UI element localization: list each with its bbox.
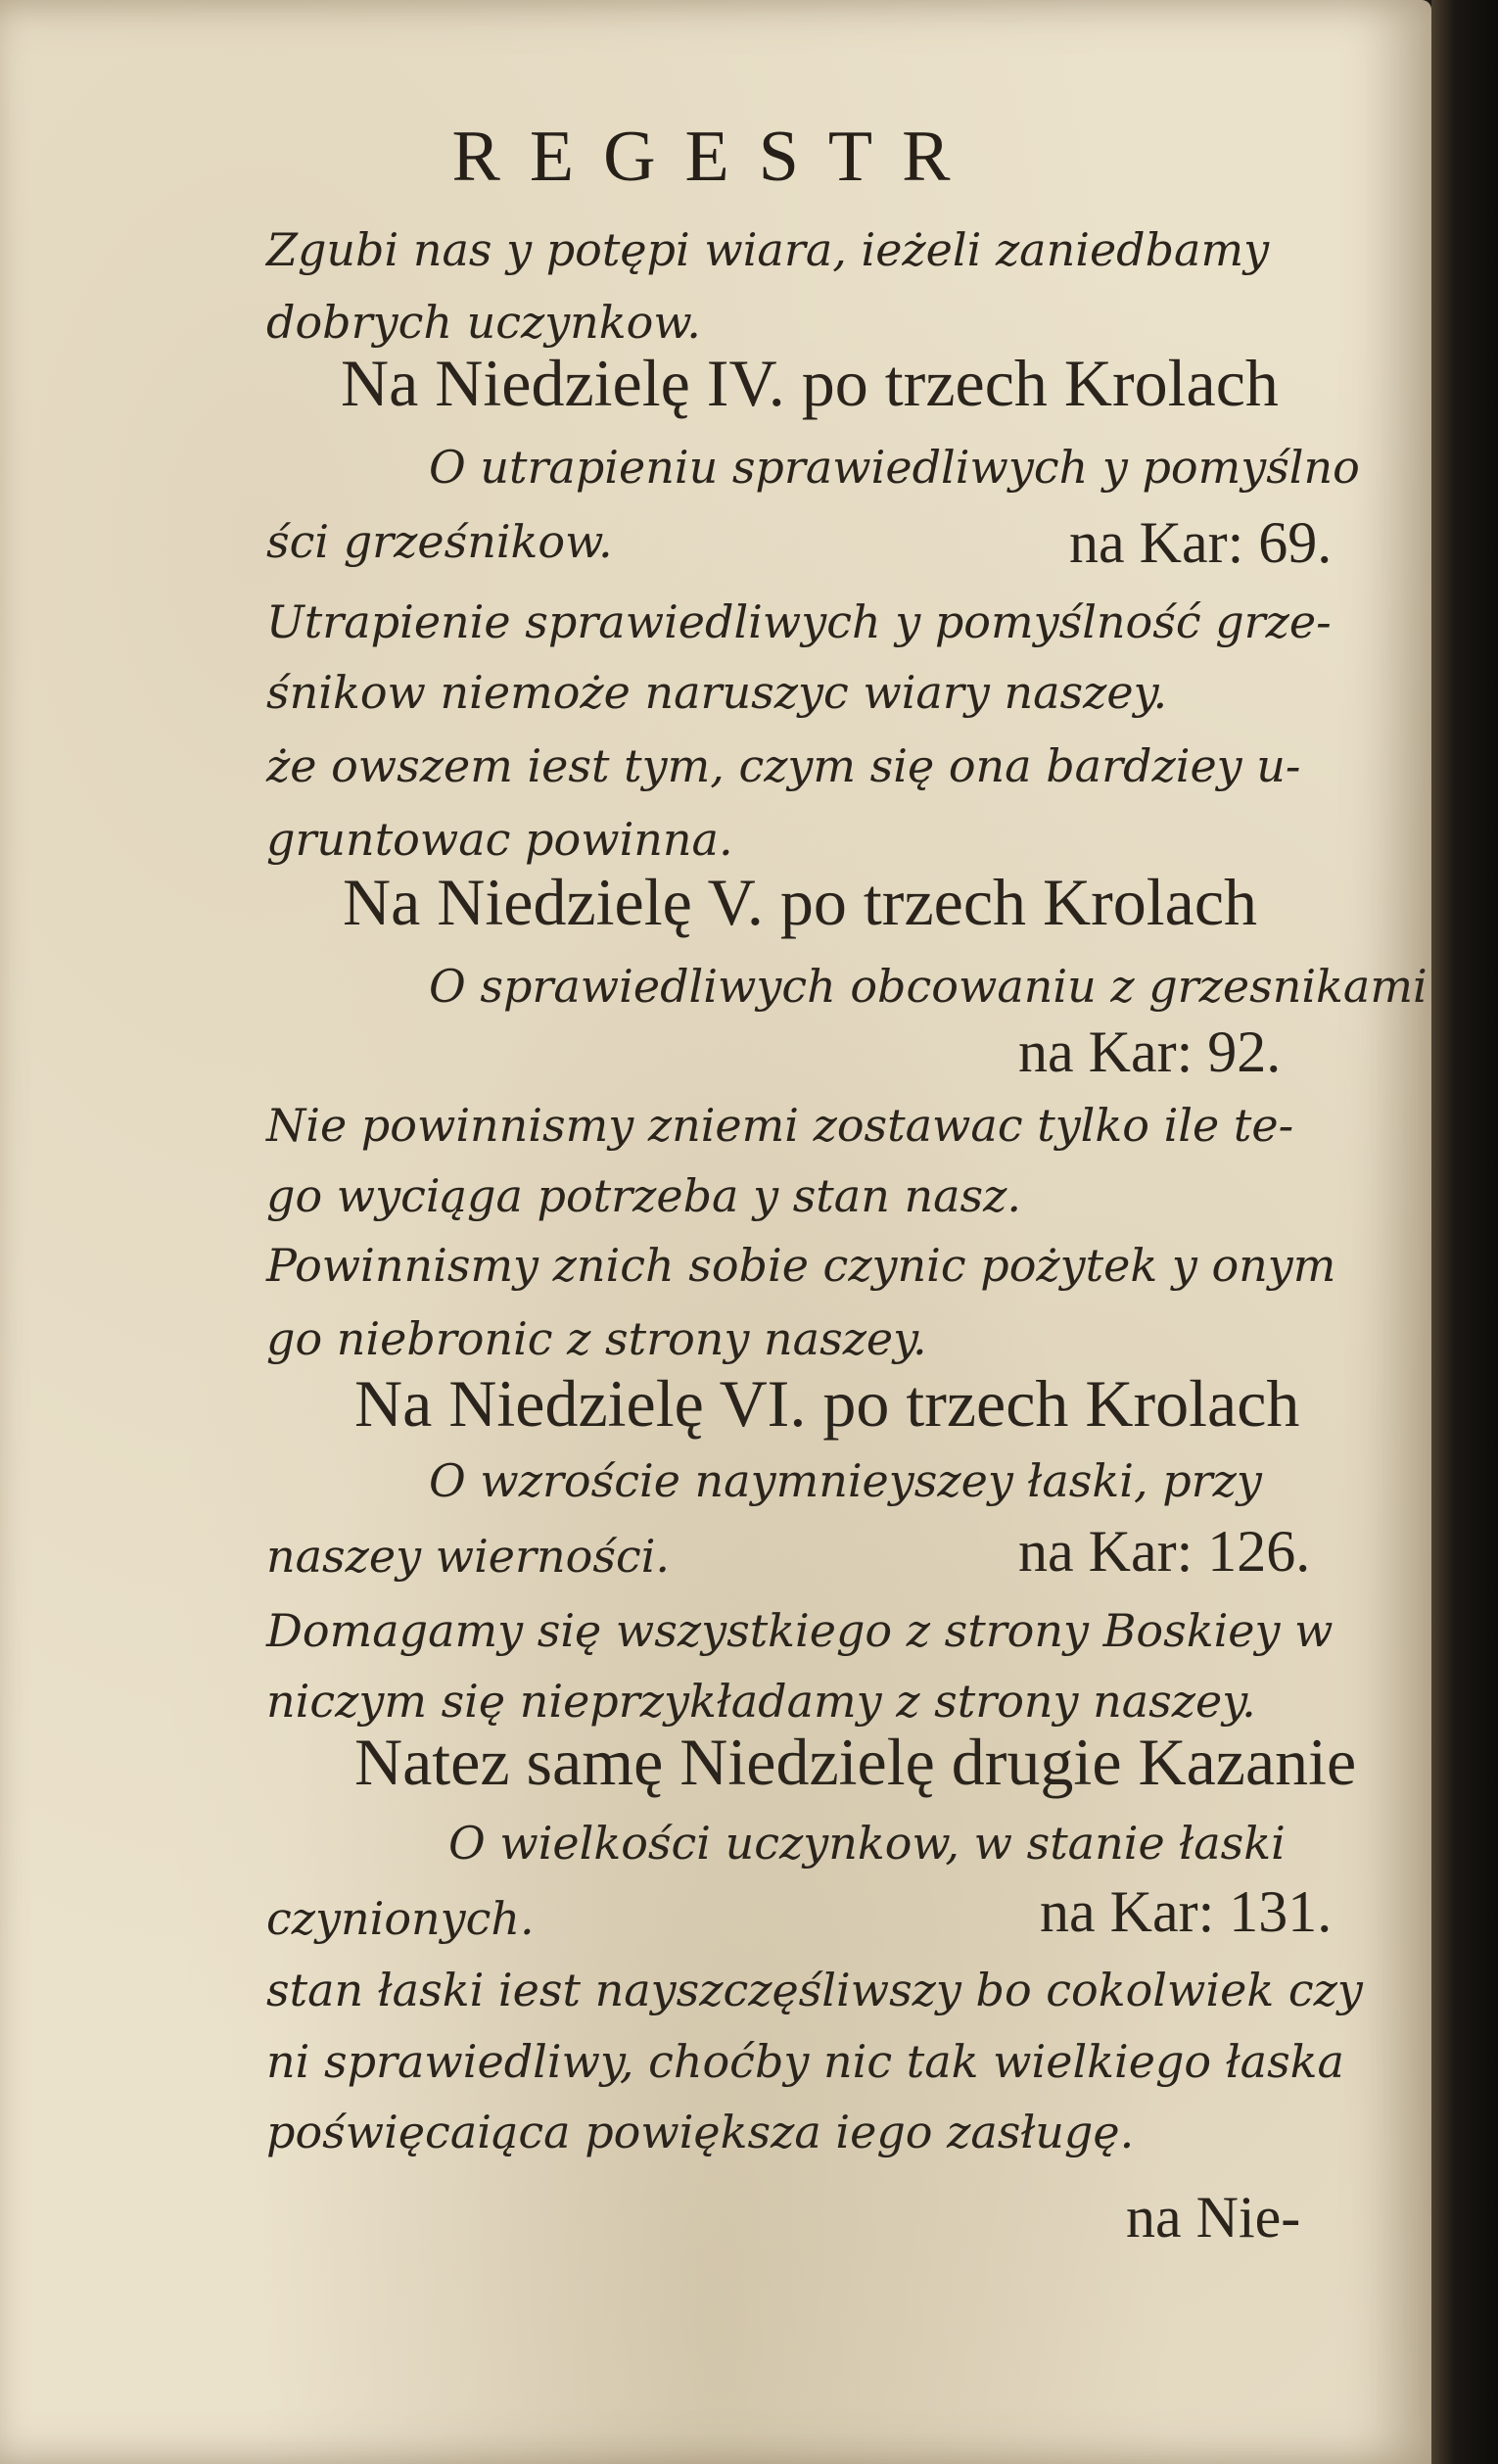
summary-vi-1: Domagamy się wszystkiego z strony Boskiey w — [266, 1604, 1334, 1657]
summary-iv-2: śnikow niemoże naruszyc wiary naszey. — [266, 666, 1168, 719]
summary-iv-4: gruntowac powinna. — [266, 813, 733, 866]
sunday-heading-iv: Na Niedzielę IV. po trzech Krolach — [341, 346, 1279, 420]
page-reference-69: na Kar: 69. — [1069, 510, 1333, 575]
summary-v-1: Nie powinnismy zniemi zostawac tylko ile te- — [266, 1099, 1294, 1152]
page-reference-131: na Kar: 131. — [1040, 1879, 1333, 1944]
summary-second-1: stan łaski iest nayszczęśliwszy bo cokolwiek czy — [266, 1964, 1363, 2016]
second-sermon-title: O wielkości uczynkow, w stanie łaski — [448, 1817, 1286, 1870]
second-sermon-title-cont: czynionych. — [266, 1892, 535, 1945]
text-line-1: Zgubi nas y potępi wiara, ieżeli zaniedbamy — [266, 223, 1270, 276]
sermon-title-vi-cont: naszey wierności. — [266, 1530, 671, 1583]
text-line-2: dobrych uczynkow. — [266, 296, 701, 349]
summary-v-2: go wyciąga potrzeba y stan nasz. — [266, 1169, 1021, 1222]
book-gutter — [1431, 0, 1498, 2464]
running-head: REGESTR — [451, 117, 980, 197]
summary-v-3: Powinnismy znich sobie czynic pożytek y onym — [266, 1239, 1336, 1292]
sermon-title-v: O sprawiedliwych obcowaniu z grzesnikami — [429, 960, 1428, 1013]
summary-iv-3: że owszem iest tym, czym się ona bardziey u- — [266, 739, 1301, 792]
second-sermon-heading: Natez samę Niedzielę drugie Kazanie — [354, 1725, 1357, 1799]
sermon-title-iv: O utrapieniu sprawiedliwych y pomyślno — [429, 441, 1360, 494]
summary-second-3: poświęcaiąca powiększa iego zasługę. — [266, 2106, 1135, 2158]
sermon-title-iv-cont: ści grześnikow. — [266, 515, 613, 568]
summary-iv-1: Utrapienie sprawiedliwych y pomyślność grze- — [266, 595, 1332, 648]
sunday-heading-v: Na Niedzielę V. po trzech Krolach — [343, 865, 1258, 939]
summary-second-2: ni sprawiedliwy, choćby nic tak wielkiego łaska — [266, 2035, 1344, 2088]
summary-v-4: go niebronic z strony naszey. — [266, 1312, 927, 1365]
summary-vi-2: niczym się nieprzykładamy z strony naszey. — [266, 1675, 1256, 1728]
sunday-heading-vi: Na Niedzielę VI. po trzech Krolach — [354, 1366, 1300, 1441]
sermon-title-vi: O wzroście naymnieyszey łaski, przy — [429, 1454, 1262, 1507]
page-reference-92: na Kar: 92. — [1018, 1019, 1282, 1084]
catchword: na Nie- — [1126, 2185, 1301, 2250]
page-reference-126: na Kar: 126. — [1018, 1519, 1311, 1584]
